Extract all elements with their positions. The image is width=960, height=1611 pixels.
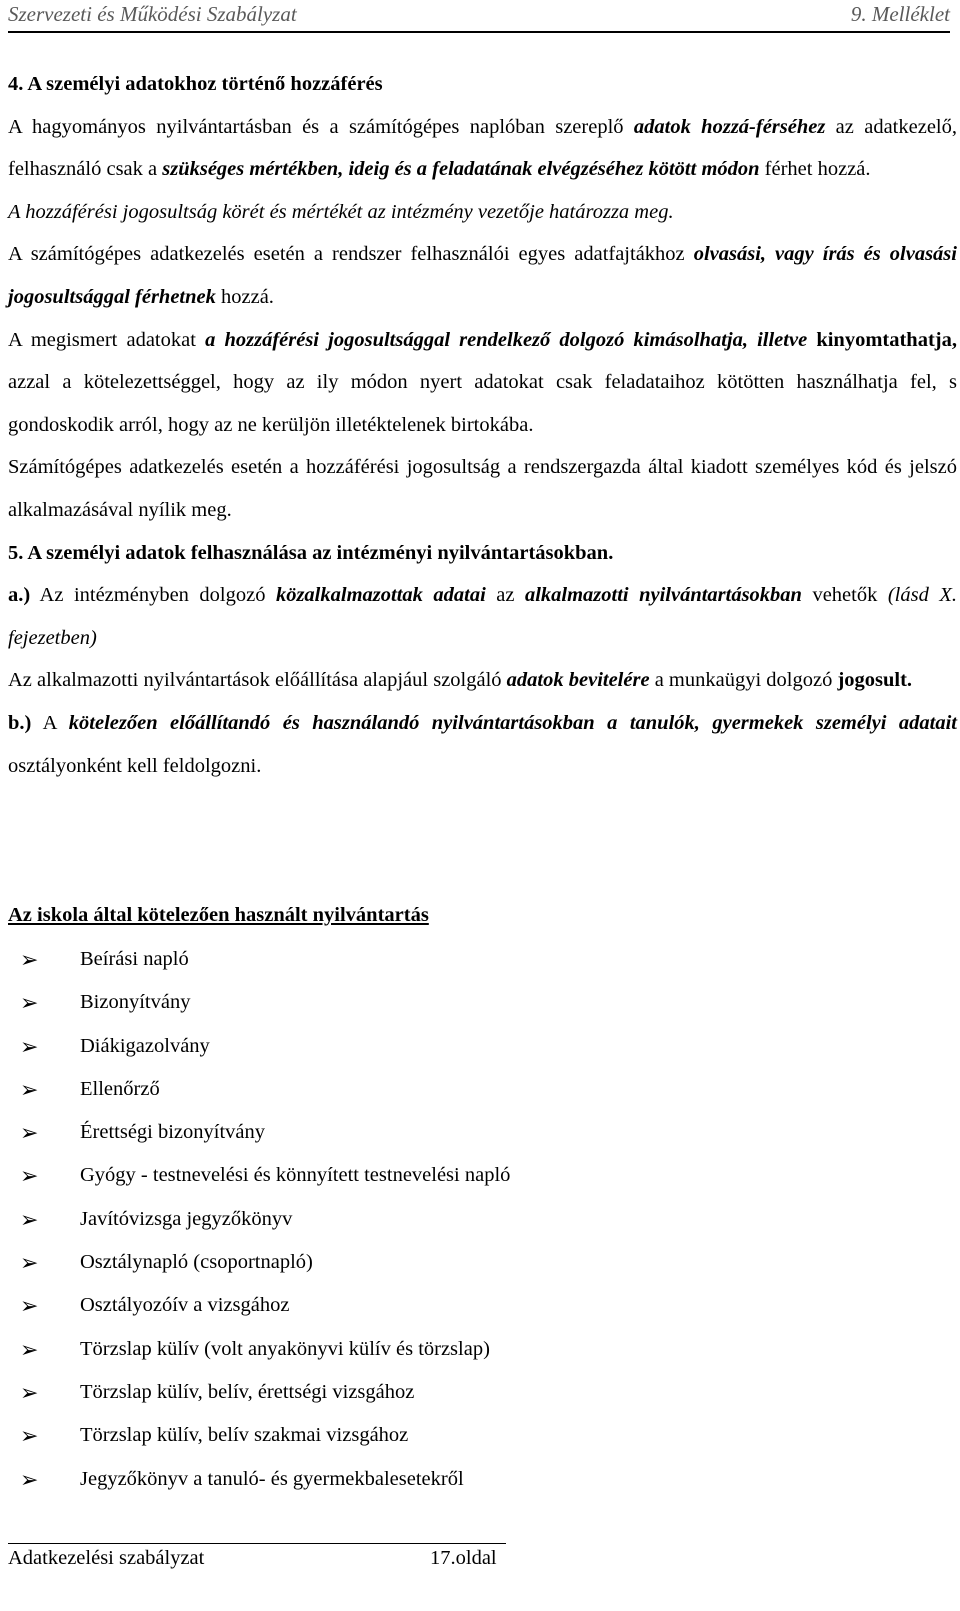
arrowhead-bullet-icon: ➢	[20, 1206, 39, 1232]
list-item: ➢ Gyógy - testnevelési és könnyített testnevelési napló	[20, 1154, 510, 1197]
list-item: ➢ Érettségi bizonyítvány	[20, 1111, 510, 1154]
paragraph-computer-access: A számítógépes adatkezelés esetén a rendszer felhasználói egyes adatfajtákhoz olvasási, vagy írás és olvasási jogosultsággal férhetnek hozzá.	[8, 243, 957, 308]
arrowhead-bullet-icon: ➢	[20, 1423, 39, 1449]
arrowhead-bullet-icon: ➢	[20, 1250, 39, 1276]
list-item: ➢ Törzslap külív, belív, érettségi vizsgához	[20, 1371, 510, 1414]
header-title: Szervezeti és Működési Szabályzat	[8, 2, 297, 26]
list-item: ➢ Ellenőrző	[20, 1068, 510, 1111]
header-annex: 9. Melléklet	[850, 2, 950, 26]
arrowhead-bullet-icon: ➢	[20, 1466, 39, 1492]
list-item: ➢ Diákigazolvány	[20, 1025, 510, 1068]
list-item: ➢ Osztálynapló (csoportnapló)	[20, 1241, 510, 1284]
arrowhead-bullet-icon: ➢	[20, 1379, 39, 1405]
paragraph-copying: A megismert adatokat a hozzáférési jogosultsággal rendelkező dolgozó kimásolhatja, illetve kinyomtathatja, azzal a kötelezettséggel, hogy az ily módon nyert adatokat csak feladataihoz kötötten használhatja fel, s gondoskodik arról, hogy az ne kerüljön illetéktelenek birtokába.	[8, 328, 957, 436]
page-header	[8, 2, 950, 32]
list-item: ➢ Osztályozóív a vizsgához	[20, 1284, 510, 1327]
list-item: ➢ Beírási napló	[20, 938, 510, 981]
arrowhead-bullet-icon: ➢	[20, 1163, 39, 1189]
arrowhead-bullet-icon: ➢	[20, 1120, 39, 1146]
page-number: 17.oldal	[430, 1547, 497, 1569]
list-item: ➢ Törzslap külív, belív szakmai vizsgához	[20, 1414, 510, 1457]
arrowhead-bullet-icon: ➢	[20, 1336, 39, 1362]
arrowhead-bullet-icon: ➢	[20, 1076, 39, 1102]
footer-title: Adatkezelési szabályzat	[8, 1547, 205, 1569]
list-item: ➢ Jegyzőkönyv a tanuló- és gyermekbalesetekről	[20, 1458, 510, 1501]
list-item: ➢ Javítóvizsga jegyzőkönyv	[20, 1198, 510, 1241]
paragraph-data-entry: Az alkalmazotti nyilvántartások előállítása alapjául szolgáló adatok bevitelére a munkaügyi dolgozó jogosult.	[8, 669, 913, 692]
registers-title: Az iskola által kötelezően használt nyilvántartás	[8, 904, 429, 926]
paragraph-password: Számítógépes adatkezelés esetén a hozzáférési jogosultság a rendszergazda által kiadott személyes kód és jelszó alkalmazásával nyílik meg.	[8, 456, 957, 521]
arrowhead-bullet-icon: ➢	[20, 990, 39, 1016]
section-5-title: 5. A személyi adatok felhasználása az intézményi nyilvántartásokban.	[8, 541, 614, 564]
paragraph-access-rights: A hozzáférési jogosultság körét és mértékét az intézmény vezetője határozza meg.	[8, 200, 674, 223]
paragraph-students: b.) A kötelezően előállítandó és használandó nyilvántartásokban a tanulók, gyermekek személyi adatait osztályonként kell feldolgozni.	[8, 711, 957, 777]
registers-list	[20, 938, 510, 1501]
section-4-title: 4. A személyi adatokhoz történő hozzáférés	[8, 73, 383, 95]
arrowhead-bullet-icon: ➢	[20, 947, 39, 972]
arrowhead-bullet-icon: ➢	[20, 1033, 39, 1059]
arrowhead-bullet-icon: ➢	[20, 1293, 39, 1319]
list-item: ➢ Törzslap külív (volt anyakönyvi külív és törzslap)	[20, 1328, 510, 1371]
list-item: ➢ Bizonyítvány	[20, 981, 510, 1024]
paragraph-access-scope: A hagyományos nyilvántartásban és a számítógépes naplóban szereplő adatok hozzá-férséhez az adatkezelő, felhasználó csak a szükséges mértékben, ideig és a feladatának elvégzéséhez kötött módon férhet hozzá.	[8, 115, 957, 181]
header-rule	[8, 31, 950, 33]
paragraph-employees: a.) Az intézményben dolgozó közalkalmazottak adatai az alkalmazotti nyilvántartásokban vehetők (lásd X. fejezetben)	[8, 584, 957, 649]
document-body	[8, 63, 957, 787]
